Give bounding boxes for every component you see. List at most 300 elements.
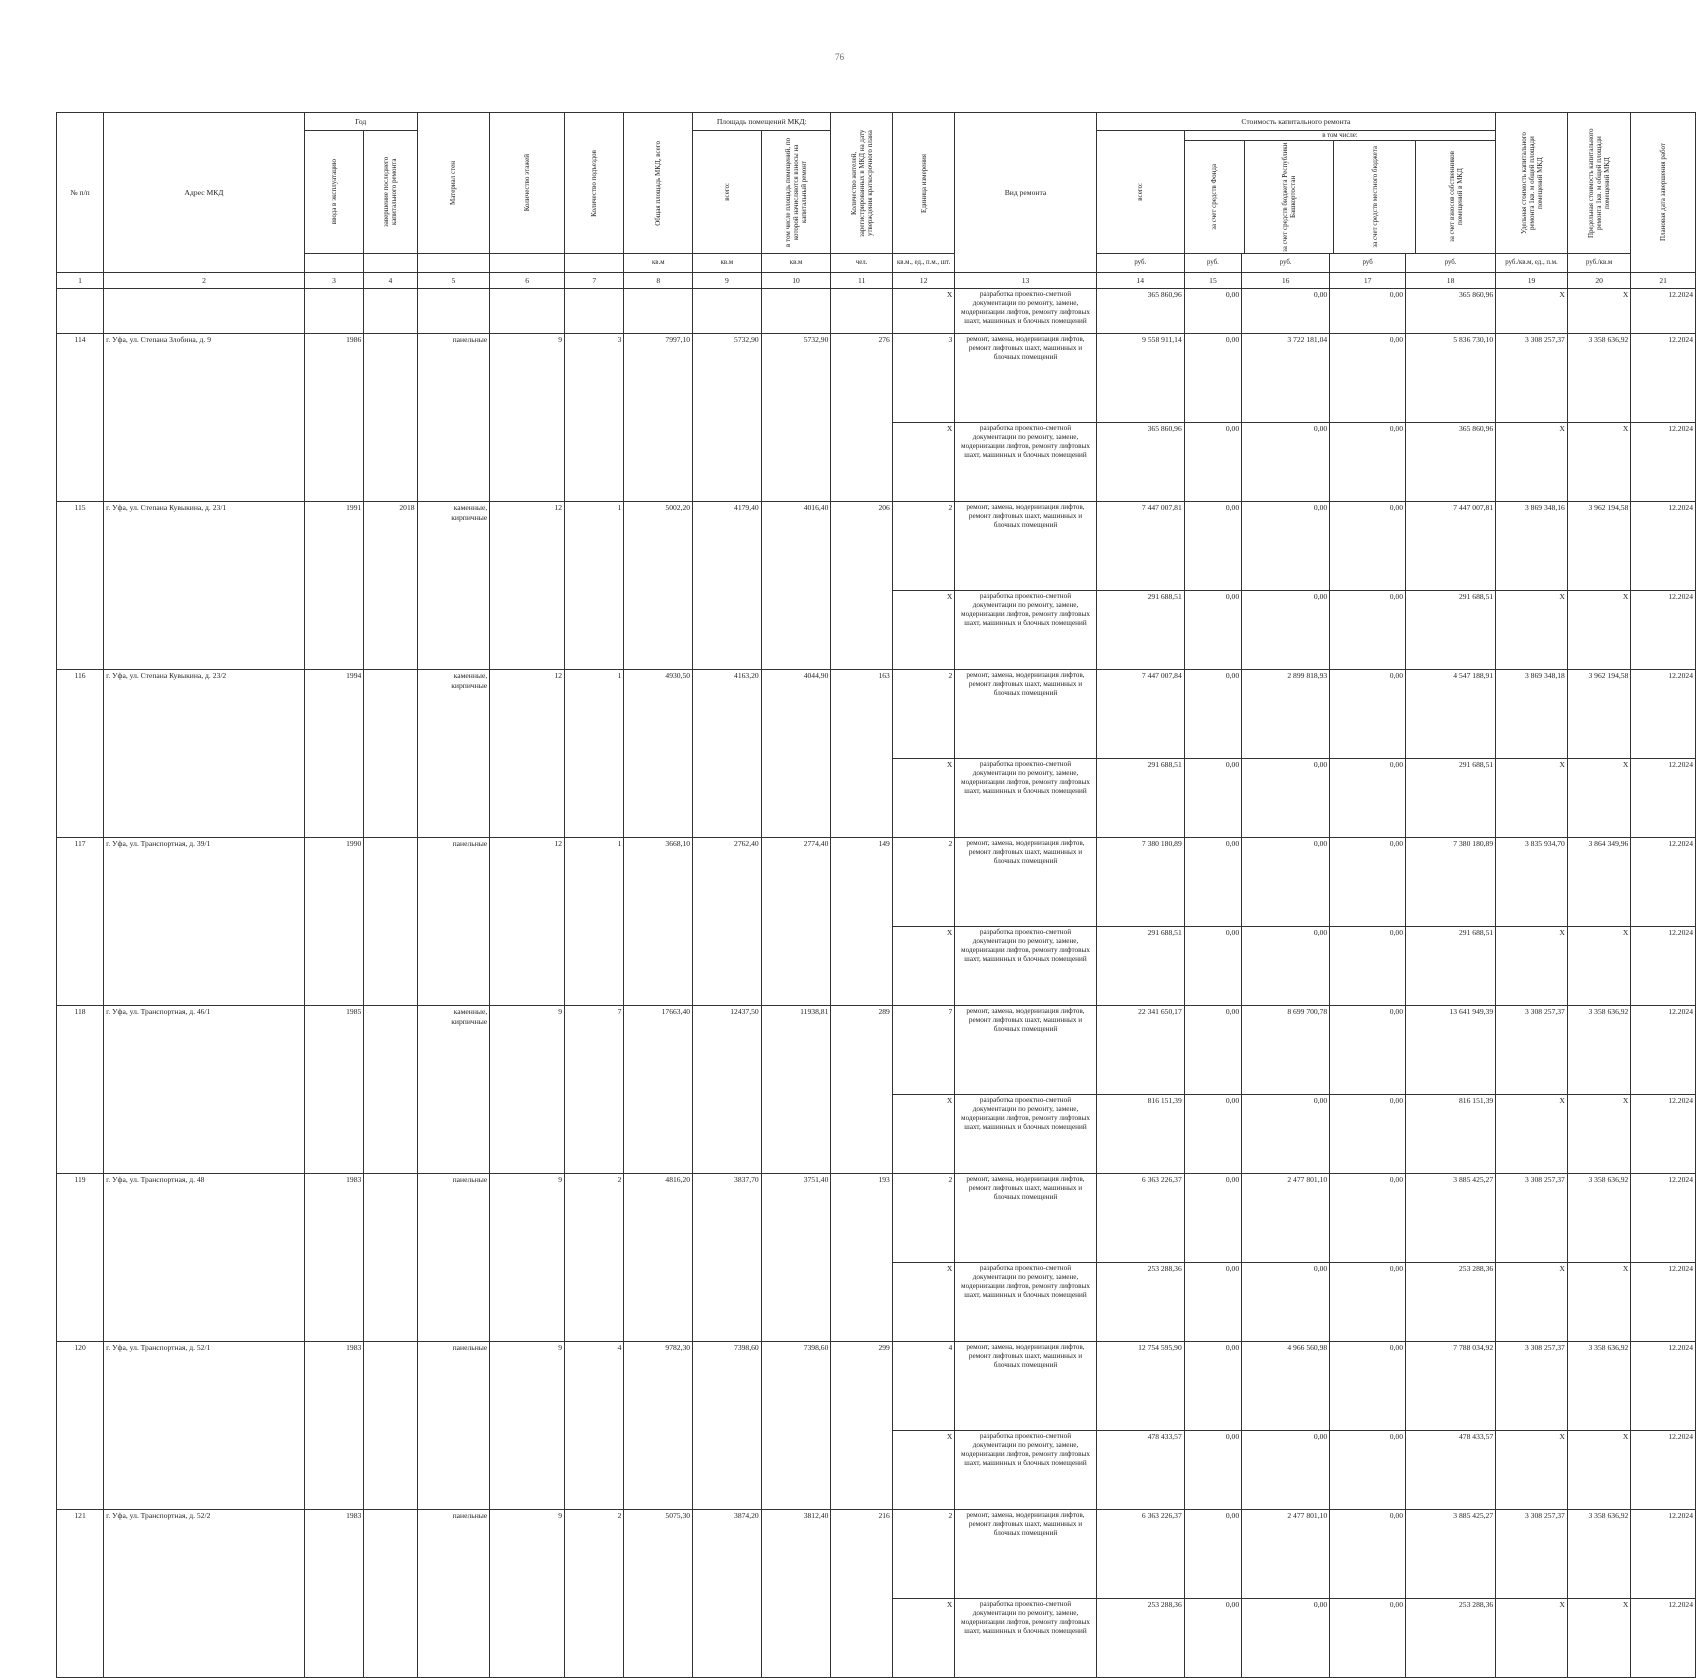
cell-material: каменные, кирпичные xyxy=(417,1006,490,1174)
cell-cost-local: 0,00 xyxy=(1330,927,1406,1006)
cell-year-commission: 1991 xyxy=(304,502,363,670)
cell-date: 12.2024 xyxy=(1631,1510,1696,1599)
cell-work-type: разработка проектно-сметной документации по ремонту, замене, модернизации лифтов, ремонту лифтовых шахт, машинных и блочных помещений xyxy=(955,1095,1096,1174)
cell-empty xyxy=(693,289,762,334)
cell-unit-cost: X xyxy=(1496,1095,1568,1174)
cell-max-cost: 3 962 194,58 xyxy=(1567,670,1631,759)
cell-work-type: ремонт, замена, модернизация лифтов, ремонт лифтовых шахт, машинных и блочных помещений xyxy=(955,670,1096,759)
cell-unit: X xyxy=(892,759,954,838)
cell-cost-owners: 478 433,57 xyxy=(1406,1431,1496,1510)
cell-empty xyxy=(490,289,565,334)
cell-cost-local: 0,00 xyxy=(1330,1006,1406,1095)
cell-unit: X xyxy=(892,423,954,502)
cell-no: 116 xyxy=(57,670,104,838)
cell-address: г. Уфа, ул. Транспортная, д. 46/1 xyxy=(104,1006,305,1174)
cell-cost-total: 253 288,36 xyxy=(1096,1599,1184,1678)
cell-entrances: 2 xyxy=(565,1510,624,1678)
table-row xyxy=(57,502,1696,591)
cell-cost-local: 0,00 xyxy=(1330,1174,1406,1263)
cell-address: г. Уфа, ул. Транспортная, д. 48 xyxy=(104,1174,305,1342)
cell-material: каменные, кирпичные xyxy=(417,502,490,670)
cell-year-last-repair xyxy=(364,670,417,838)
cell-cost-owners: 365 860,96 xyxy=(1406,423,1496,502)
cell-cost-republic: 0,00 xyxy=(1242,1263,1330,1342)
cell-cost-total: 816 151,39 xyxy=(1096,1095,1184,1174)
cell-cost-local: 0,00 xyxy=(1330,1599,1406,1678)
cell-cost-owners: 291 688,51 xyxy=(1406,591,1496,670)
cell-year-commission: 1983 xyxy=(304,1510,363,1678)
cell-cost-local: 0,00 xyxy=(1330,334,1406,423)
cell-address: г. Уфа, ул. Транспортная, д. 52/1 xyxy=(104,1342,305,1510)
cell-date: 12.2024 xyxy=(1631,502,1696,591)
col-number: 20 xyxy=(1567,273,1631,289)
unit-cost-fund: руб. xyxy=(1184,254,1241,273)
unit-unit: кв.м., ед., п.м., шт. xyxy=(892,254,954,273)
unit-cost-owners: руб. xyxy=(1406,254,1496,273)
cell-year-commission: 1983 xyxy=(304,1342,363,1510)
unit-entrances xyxy=(565,254,624,273)
unit-cost-republic: руб. xyxy=(1242,254,1330,273)
cell-floors: 12 xyxy=(490,838,565,1006)
cell-work-type: разработка проектно-сметной документации по ремонту, замене, модернизации лифтов, ремонту лифтовых шахт, машинных и блочных помещений xyxy=(955,1599,1096,1678)
cell-unit: 2 xyxy=(892,838,954,927)
cell-cost-owners: 291 688,51 xyxy=(1406,927,1496,1006)
cell-cost-republic: 0,00 xyxy=(1242,1095,1330,1174)
cell-date: 12.2024 xyxy=(1631,1342,1696,1431)
cell-cost-total: 7 447 007,84 xyxy=(1096,670,1184,759)
col-number: 13 xyxy=(955,273,1096,289)
repair-plan-table xyxy=(56,112,1696,1678)
cell-cost-total: 291 688,51 xyxy=(1096,591,1184,670)
cell-cost-owners: 7 788 034,92 xyxy=(1406,1342,1496,1431)
cell-cost-fund: 0,00 xyxy=(1184,1342,1241,1431)
cell-cost-republic: 4 966 560,98 xyxy=(1242,1342,1330,1431)
cell-cost-fund: 0,00 xyxy=(1184,1006,1241,1095)
header-cost-incl-group xyxy=(1184,131,1495,254)
cell-material: каменные, кирпичные xyxy=(417,670,490,838)
cell-entrances: 2 xyxy=(565,1174,624,1342)
cell-residents: 299 xyxy=(831,1342,892,1510)
cell-date: 12.2024 xyxy=(1631,423,1696,502)
cell-year-commission: 1990 xyxy=(304,838,363,1006)
col-number: 1 xyxy=(57,273,104,289)
header-cost-republic: за счет средств бюджета Республики Башкортостан xyxy=(1244,141,1333,253)
cell-premises-total: 3874,20 xyxy=(693,1510,762,1678)
cell-material: панельные xyxy=(417,1510,490,1678)
cell-material: панельные xyxy=(417,1342,490,1510)
cell-year-commission: 1983 xyxy=(304,1174,363,1342)
cell-cost-total: 7 447 007,81 xyxy=(1096,502,1184,591)
cell-unit: X xyxy=(892,1431,954,1510)
cell-year-last-repair xyxy=(364,1174,417,1342)
header-floors: Количество этажей xyxy=(490,113,565,254)
cell-entrances: 1 xyxy=(565,502,624,670)
cell-cost-fund: 0,00 xyxy=(1184,1510,1241,1599)
cell-cost-owners: 253 288,36 xyxy=(1406,1599,1496,1678)
header-entrances: Количество подъездов xyxy=(565,113,624,254)
cell-cost-owners: 816 151,39 xyxy=(1406,1095,1496,1174)
table-row-continued xyxy=(57,289,1696,334)
header-cost-owners: за счет взносов собственников помещений в МКД xyxy=(1447,151,1464,243)
cell-floors: 12 xyxy=(490,670,565,838)
col-number: 12 xyxy=(892,273,954,289)
cell-year-commission: 1985 xyxy=(304,1006,363,1174)
cell-premises-total: 12437,50 xyxy=(693,1006,762,1174)
cell-unit: X xyxy=(892,1263,954,1342)
col-number: 17 xyxy=(1330,273,1406,289)
cell-cost-local: 0,00 xyxy=(1330,670,1406,759)
col-number: 7 xyxy=(565,273,624,289)
cell-unit: 2 xyxy=(892,1174,954,1263)
col-number: 5 xyxy=(417,273,490,289)
cell-premises-incl: 4044,90 xyxy=(761,670,831,838)
cell-cost-republic: 2 477 801,10 xyxy=(1242,1510,1330,1599)
cell-residents: 206 xyxy=(831,502,892,670)
cell-year-commission: 1994 xyxy=(304,670,363,838)
cell-cost-owners: 253 288,36 xyxy=(1406,1263,1496,1342)
cell-unit-cost: 3 308 257,37 xyxy=(1496,1006,1568,1095)
cell-cost-owners: 365 860,96 xyxy=(1406,289,1496,334)
cell-entrances: 7 xyxy=(565,1006,624,1174)
cell-no: 121 xyxy=(57,1510,104,1678)
cell-unit-cost: 3 308 257,37 xyxy=(1496,1510,1568,1599)
header-year: Год xyxy=(304,113,417,131)
cell-premises-incl: 2774,40 xyxy=(761,838,831,1006)
header-premises-incl: в том числе площадь помещений, по которой начисляются взносы на капитальный ремонт xyxy=(761,131,831,254)
cell-max-cost: 3 358 636,92 xyxy=(1567,334,1631,423)
cell-empty xyxy=(57,289,104,334)
cell-total-area: 7997,10 xyxy=(624,334,693,502)
cell-cost-local: 0,00 xyxy=(1330,1342,1406,1431)
cell-date: 12.2024 xyxy=(1631,1263,1696,1342)
cell-unit-cost: X xyxy=(1496,1599,1568,1678)
cell-premises-incl: 5732,90 xyxy=(761,334,831,502)
col-number: 21 xyxy=(1631,273,1696,289)
cell-max-cost: X xyxy=(1567,927,1631,1006)
cell-premises-total: 7398,60 xyxy=(693,1342,762,1510)
header-work-type: Вид ремонта xyxy=(955,113,1096,273)
cell-empty xyxy=(364,289,417,334)
cell-cost-local: 0,00 xyxy=(1330,1095,1406,1174)
cell-cost-total: 291 688,51 xyxy=(1096,759,1184,838)
cell-empty xyxy=(417,289,490,334)
cell-max-cost: X xyxy=(1567,1599,1631,1678)
cell-work-type: разработка проектно-сметной документации по ремонту, замене, модернизации лифтов, ремонту лифтовых шахт, машинных и блочных помещений xyxy=(955,591,1096,670)
cell-empty xyxy=(761,289,831,334)
cell-cost-local: 0,00 xyxy=(1330,1431,1406,1510)
table-row xyxy=(57,1342,1696,1431)
cell-work-type: ремонт, замена, модернизация лифтов, ремонт лифтовых шахт, машинных и блочных помещений xyxy=(955,1006,1096,1095)
cell-work-type: разработка проектно-сметной документации по ремонту, замене, модернизации лифтов, ремонту лифтовых шахт, машинных и блочных помещений xyxy=(955,1431,1096,1510)
cell-cost-total: 7 380 180,89 xyxy=(1096,838,1184,927)
cell-unit-cost: 3 869 348,16 xyxy=(1496,502,1568,591)
cell-material: панельные xyxy=(417,838,490,1006)
cell-max-cost: 3 358 636,92 xyxy=(1567,1510,1631,1599)
cell-unit: 7 xyxy=(892,1006,954,1095)
cell-unit: 4 xyxy=(892,1342,954,1431)
cell-residents: 216 xyxy=(831,1510,892,1678)
cell-address: г. Уфа, ул. Степана Злобина, д. 9 xyxy=(104,334,305,502)
cell-total-area: 4816,20 xyxy=(624,1174,693,1342)
cell-cost-republic: 0,00 xyxy=(1242,289,1330,334)
cell-floors: 9 xyxy=(490,1006,565,1174)
cell-residents: 149 xyxy=(831,838,892,1006)
col-number: 15 xyxy=(1184,273,1241,289)
cell-total-area: 9782,30 xyxy=(624,1342,693,1510)
col-number: 2 xyxy=(104,273,305,289)
cell-premises-incl: 11938,81 xyxy=(761,1006,831,1174)
cell-residents: 163 xyxy=(831,670,892,838)
cell-year-last-repair xyxy=(364,1006,417,1174)
table-row xyxy=(57,334,1696,423)
col-number: 9 xyxy=(693,273,762,289)
header-total-area: Общая площадь МКД, всего xyxy=(624,113,693,254)
cell-work-type: ремонт, замена, модернизация лифтов, ремонт лифтовых шахт, машинных и блочных помещений xyxy=(955,502,1096,591)
cell-cost-total: 6 363 226,37 xyxy=(1096,1510,1184,1599)
cell-premises-total: 4163,20 xyxy=(693,670,762,838)
unit-residents: чел. xyxy=(831,254,892,273)
cell-cost-total: 478 433,57 xyxy=(1096,1431,1184,1510)
cell-work-type: разработка проектно-сметной документации по ремонту, замене, модернизации лифтов, ремонту лифтовых шахт, машинных и блочных помещений xyxy=(955,1263,1096,1342)
repair-plan-table-wrapper xyxy=(56,112,1696,1678)
cell-work-type: разработка проектно-сметной документации по ремонту, замене, модернизации лифтов, ремонту лифтовых шахт, машинных и блочных помещений xyxy=(955,759,1096,838)
cell-cost-owners: 3 885 425,27 xyxy=(1406,1174,1496,1263)
cell-cost-local: 0,00 xyxy=(1330,591,1406,670)
header-cost-fund: за счет средств Фонда xyxy=(1185,141,1244,253)
cell-cost-republic: 0,00 xyxy=(1242,502,1330,591)
cell-cost-total: 6 363 226,37 xyxy=(1096,1174,1184,1263)
cell-unit: 2 xyxy=(892,502,954,591)
cell-date: 12.2024 xyxy=(1631,838,1696,927)
cell-unit-cost: 3 308 257,37 xyxy=(1496,1342,1568,1431)
cell-empty xyxy=(304,289,363,334)
cell-empty xyxy=(831,289,892,334)
cell-max-cost: X xyxy=(1567,1263,1631,1342)
header-incl: в том числе: xyxy=(1185,131,1495,141)
cell-cost-owners: 291 688,51 xyxy=(1406,759,1496,838)
cell-max-cost: 3 358 636,92 xyxy=(1567,1342,1631,1431)
header-cost-local: за счет средств местного бюджета xyxy=(1334,141,1416,253)
cell-cost-total: 291 688,51 xyxy=(1096,927,1184,1006)
unit-year-last-repair xyxy=(364,254,417,273)
cell-cost-republic: 0,00 xyxy=(1242,927,1330,1006)
cell-no: 114 xyxy=(57,334,104,502)
unit-premises-total: кв.м xyxy=(693,254,762,273)
cell-floors: 9 xyxy=(490,1174,565,1342)
cell-unit: 2 xyxy=(892,1510,954,1599)
cell-material: панельные xyxy=(417,1174,490,1342)
cell-max-cost: 3 358 636,92 xyxy=(1567,1006,1631,1095)
cell-entrances: 1 xyxy=(565,670,624,838)
cell-unit: X xyxy=(892,927,954,1006)
cell-cost-total: 365 860,96 xyxy=(1096,423,1184,502)
col-number: 19 xyxy=(1496,273,1568,289)
cell-cost-republic: 0,00 xyxy=(1242,591,1330,670)
column-numbers-row xyxy=(57,273,1696,289)
cell-year-last-repair xyxy=(364,1510,417,1678)
cell-cost-total: 365 860,96 xyxy=(1096,289,1184,334)
col-number: 11 xyxy=(831,273,892,289)
header-year-commission: ввода в эксплуатацию xyxy=(304,131,363,254)
cell-work-type: ремонт, замена, модернизация лифтов, ремонт лифтовых шахт, машинных и блочных помещений xyxy=(955,334,1096,423)
header-address: Адрес МКД xyxy=(104,113,305,273)
cell-floors: 12 xyxy=(490,502,565,670)
cell-cost-fund: 0,00 xyxy=(1184,1095,1241,1174)
header-unit-cost: Удельная стоимость капитального ремонта 1кв. м общей площади помещений МКД xyxy=(1496,113,1568,254)
cell-no: 118 xyxy=(57,1006,104,1174)
cell-premises-total: 3837,70 xyxy=(693,1174,762,1342)
cell-cost-fund: 0,00 xyxy=(1184,1599,1241,1678)
cell-cost-total: 22 341 650,17 xyxy=(1096,1006,1184,1095)
cell-date: 12.2024 xyxy=(1631,289,1696,334)
cell-max-cost: X xyxy=(1567,423,1631,502)
col-number: 8 xyxy=(624,273,693,289)
cell-unit-cost: 3 308 257,37 xyxy=(1496,334,1568,423)
cell-work-type: ремонт, замена, модернизация лифтов, ремонт лифтовых шахт, машинных и блочных помещений xyxy=(955,1510,1096,1599)
cell-unit-cost: 3 869 348,18 xyxy=(1496,670,1568,759)
col-number: 14 xyxy=(1096,273,1184,289)
cell-date: 12.2024 xyxy=(1631,1599,1696,1678)
cell-cost-fund: 0,00 xyxy=(1184,1431,1241,1510)
header-cost: Стоимость капитального ремонта xyxy=(1096,113,1495,131)
table-row xyxy=(57,1006,1696,1095)
cell-cost-republic: 0,00 xyxy=(1242,423,1330,502)
header-residents: Количество жителей, зарегистрированных в МКД на дату утверждения краткосрочного плана xyxy=(831,113,892,254)
header-cost-total: всего: xyxy=(1096,131,1184,254)
cell-cost-fund: 0,00 xyxy=(1184,423,1241,502)
cell-cost-republic: 2 899 818,93 xyxy=(1242,670,1330,759)
unit-floors xyxy=(490,254,565,273)
cell-cost-republic: 0,00 xyxy=(1242,1599,1330,1678)
cell-year-last-repair xyxy=(364,334,417,502)
cell-date: 12.2024 xyxy=(1631,1174,1696,1263)
cell-unit-cost: X xyxy=(1496,591,1568,670)
cell-residents: 276 xyxy=(831,334,892,502)
cell-max-cost: 3 358 636,92 xyxy=(1567,1174,1631,1263)
cell-date: 12.2024 xyxy=(1631,1431,1696,1510)
cell-unit-cost: X xyxy=(1496,927,1568,1006)
cell-cost-local: 0,00 xyxy=(1330,1510,1406,1599)
cell-residents: 289 xyxy=(831,1006,892,1174)
cell-work-type: разработка проектно-сметной документации по ремонту, замене, модернизации лифтов, ремонту лифтовых шахт, машинных и блочных помещений xyxy=(955,423,1096,502)
cell-work-type: разработка проектно-сметной документации по ремонту, замене, модернизации лифтов, ремонту лифтовых шахт, машинных и блочных помещений xyxy=(955,927,1096,1006)
unit-cost-total: руб. xyxy=(1096,254,1184,273)
table-row xyxy=(57,838,1696,927)
table-body xyxy=(57,289,1696,1678)
cell-total-area: 4930,50 xyxy=(624,670,693,838)
header-material: Материал стен xyxy=(417,113,490,254)
cell-date: 12.2024 xyxy=(1631,927,1696,1006)
cell-cost-republic: 0,00 xyxy=(1242,838,1330,927)
cell-max-cost: X xyxy=(1567,289,1631,334)
cell-residents: 193 xyxy=(831,1174,892,1342)
cell-unit-cost: X xyxy=(1496,289,1568,334)
cell-cost-fund: 0,00 xyxy=(1184,838,1241,927)
cell-unit-cost: X xyxy=(1496,1431,1568,1510)
cell-date: 12.2024 xyxy=(1631,1006,1696,1095)
cell-cost-fund: 0,00 xyxy=(1184,670,1241,759)
unit-max-cost: руб./кв.м xyxy=(1567,254,1631,273)
cell-max-cost: 3 962 194,58 xyxy=(1567,502,1631,591)
cell-max-cost: X xyxy=(1567,591,1631,670)
cell-cost-fund: 0,00 xyxy=(1184,502,1241,591)
cell-cost-fund: 0,00 xyxy=(1184,289,1241,334)
header-year-last-repair: завершение последнего капитального ремонта xyxy=(364,131,417,254)
cell-address: г. Уфа, ул. Транспортная, д. 39/1 xyxy=(104,838,305,1006)
cell-premises-incl: 3751,40 xyxy=(761,1174,831,1342)
cell-unit: X xyxy=(892,1599,954,1678)
col-number: 6 xyxy=(490,273,565,289)
col-number: 16 xyxy=(1242,273,1330,289)
cell-cost-fund: 0,00 xyxy=(1184,591,1241,670)
table-row xyxy=(57,670,1696,759)
cell-premises-incl: 4016,40 xyxy=(761,502,831,670)
cell-cost-republic: 2 477 801,10 xyxy=(1242,1174,1330,1263)
cell-entrances: 1 xyxy=(565,838,624,1006)
cell-unit: X xyxy=(892,289,954,334)
unit-total-area: кв.м xyxy=(624,254,693,273)
cell-unit-cost: X xyxy=(1496,423,1568,502)
cell-unit: X xyxy=(892,591,954,670)
cell-date: 12.2024 xyxy=(1631,670,1696,759)
unit-material xyxy=(417,254,490,273)
col-number: 3 xyxy=(304,273,363,289)
cell-cost-fund: 0,00 xyxy=(1184,759,1241,838)
cell-entrances: 4 xyxy=(565,1342,624,1510)
cell-empty xyxy=(104,289,305,334)
cell-cost-fund: 0,00 xyxy=(1184,334,1241,423)
cell-no: 119 xyxy=(57,1174,104,1342)
cell-year-last-repair xyxy=(364,1342,417,1510)
cell-cost-local: 0,00 xyxy=(1330,502,1406,591)
cell-work-type: ремонт, замена, модернизация лифтов, ремонт лифтовых шахт, машинных и блочных помещений xyxy=(955,1174,1096,1263)
cell-unit-cost: X xyxy=(1496,759,1568,838)
cell-total-area: 5075,30 xyxy=(624,1510,693,1678)
cell-cost-owners: 7 380 180,89 xyxy=(1406,838,1496,927)
cell-address: г. Уфа, ул. Степана Кувыкина, д. 23/2 xyxy=(104,670,305,838)
cell-no: 115 xyxy=(57,502,104,670)
table-row xyxy=(57,1510,1696,1599)
col-number: 10 xyxy=(761,273,831,289)
cell-cost-total: 9 558 911,14 xyxy=(1096,334,1184,423)
cell-unit-cost: X xyxy=(1496,1263,1568,1342)
cell-cost-fund: 0,00 xyxy=(1184,1263,1241,1342)
cell-unit: X xyxy=(892,1095,954,1174)
cell-cost-republic: 0,00 xyxy=(1242,1431,1330,1510)
unit-unit-cost: руб./кв.м, ед., п.м. xyxy=(1496,254,1568,273)
cell-premises-incl: 7398,60 xyxy=(761,1342,831,1510)
cell-total-area: 17663,40 xyxy=(624,1006,693,1174)
cell-work-type: разработка проектно-сметной документации по ремонту, замене, модернизации лифтов, ремонту лифтовых шахт, машинных и блочных помещений xyxy=(955,289,1096,334)
table-row xyxy=(57,1174,1696,1263)
cell-date: 12.2024 xyxy=(1631,1095,1696,1174)
cell-unit: 3 xyxy=(892,334,954,423)
cell-total-area: 3668,10 xyxy=(624,838,693,1006)
page-number: 76 xyxy=(835,52,844,62)
cell-cost-local: 0,00 xyxy=(1330,423,1406,502)
cell-cost-republic: 3 722 181,04 xyxy=(1242,334,1330,423)
cell-year-last-repair xyxy=(364,838,417,1006)
cell-date: 12.2024 xyxy=(1631,334,1696,423)
cell-premises-total: 5732,90 xyxy=(693,334,762,502)
cell-no: 117 xyxy=(57,838,104,1006)
cell-date: 12.2024 xyxy=(1631,591,1696,670)
cell-no: 120 xyxy=(57,1342,104,1510)
cell-cost-owners: 7 447 007,81 xyxy=(1406,502,1496,591)
header-cost-incl-table xyxy=(1185,141,1495,253)
cell-year-commission: 1986 xyxy=(304,334,363,502)
cell-unit-cost: 3 308 257,37 xyxy=(1496,1174,1568,1263)
